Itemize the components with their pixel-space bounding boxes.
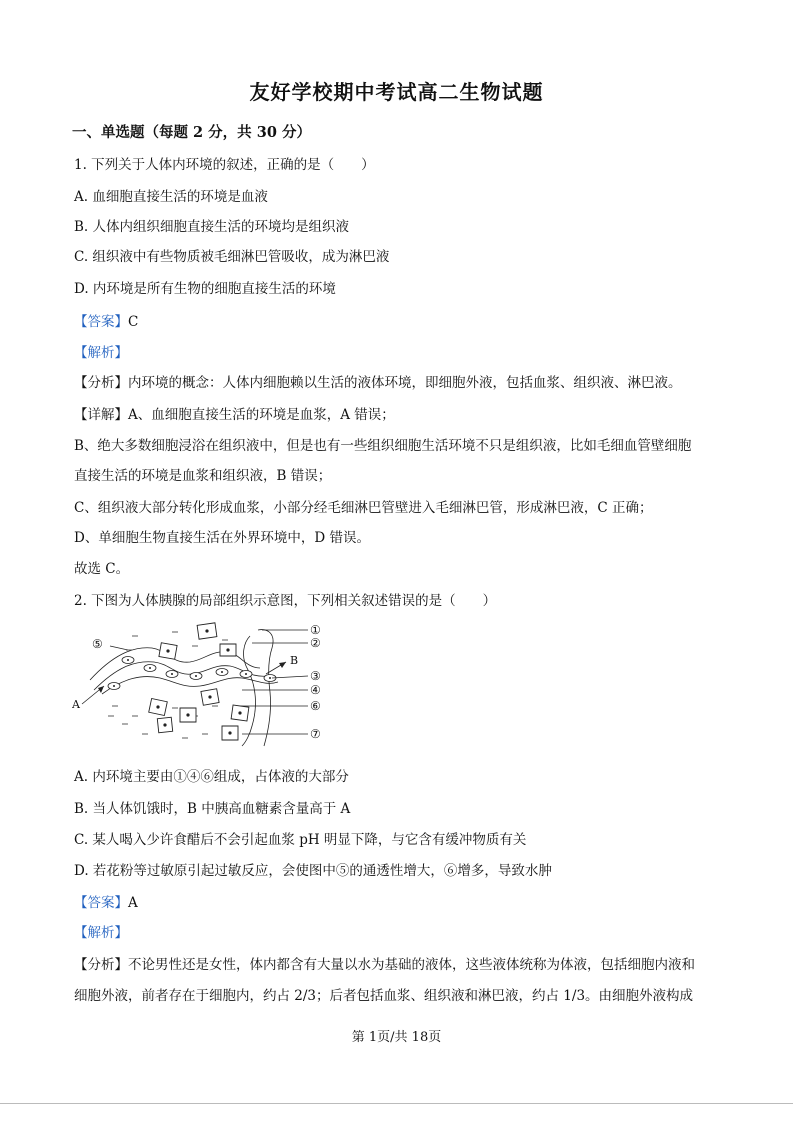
label-1: ① [310,623,321,637]
q1-detail-b1: B、绝大多数细胞浸浴在组织液中，但是也有一些组织细胞生活环境不只是组织液，比如毛细血管壁细胞 [74,438,692,454]
q1-jiexi [74,341,128,361]
q1-option-d: D. 内环境是所有生物的细胞直接生活的环境 [74,281,336,297]
fenxi-text: 内环境的概念：人体内细胞赖以生活的液体环境，即细胞外液，包括血浆、组织液、淋巴液。 [128,375,682,391]
arrow-label-b: B [290,654,299,667]
q2-answer [74,891,138,911]
analysis-tag: 【解析】 [74,925,128,941]
label-6: ⑥ [310,699,321,713]
q2-option-d: D. 若花粉等过敏原引起过敏反应，会使图中⑤的通透性增大，⑥增多，导致水肿 [74,863,552,879]
analysis-tag: 【解析】 [74,345,128,361]
q1-fenxi [74,371,682,391]
q2-stem: 2. 下图为人体胰腺的局部组织示意图，下列相关叙述错误的是（ ） [74,593,497,609]
label-4: ④ [310,683,321,697]
fenxi-tag: 【分析】 [74,957,128,973]
q1-xiangjie [74,403,395,423]
q1-answer [74,310,138,330]
q1-stem: 1. 下列关于人体内环境的叙述，正确的是（ ） [74,157,375,173]
q1-option-c: C. 组织液中有些物质被毛细淋巴管吸收，成为淋巴液 [74,249,390,265]
label-2: ② [310,636,321,650]
q2-option-a: A. 内环境主要由①④⑥组成，占体液的大部分 [74,769,349,785]
answer-value: A [128,895,138,911]
q1-detail-c: C、组织液大部分转化形成血浆，小部分经毛细淋巴管壁进入毛细淋巴管，形成淋巴液，C 正确； [74,500,653,516]
page-footer: 第 1页/共 18页 [351,1030,442,1045]
q1-detail-b2: 直接生活的环境是血浆和组织液，B 错误； [74,468,332,484]
label-3: ③ [310,669,321,683]
fenxi-text: 不论男性还是女性，体内都含有大量以水为基础的液体，这些液体统称为体液，包括细胞内液和 [128,957,695,973]
fenxi-tag: 【分析】 [74,375,128,391]
q2-option-b: B. 当人体饥饿时，B 中胰高血糖素含量高于 A [74,801,351,817]
q2-fenxi-2: 细胞外液，前者存在于细胞内，约占 2/3；后者包括血浆、组织液和淋巴液，约占 1/3。由细胞外液构成 [74,988,694,1004]
q1-choose: 故选 C。 [74,561,130,577]
q1-option-a: A. 血细胞直接生活的环境是血液 [74,189,268,205]
xiangjie-tag: 【详解】 [74,407,128,423]
arrow-label-a: A [72,698,80,711]
answer-value: C [128,314,139,330]
answer-tag: 【答案】 [74,895,128,911]
q1-option-b: B. 人体内组织细胞直接生活的环境均是组织液 [74,219,350,235]
page-bottom-rule [0,1103,793,1104]
q2-jiexi [74,921,128,941]
xiangjie-text: A、血细胞直接生活的环境是血浆，A 错误； [128,407,395,423]
pancreas-tissue-diagram [72,616,342,748]
page-title: 友好学校期中考试高二生物试题 [249,80,544,104]
q2-fenxi-1 [74,953,695,973]
answer-tag: 【答案】 [74,314,128,330]
label-7: ⑦ [310,727,321,741]
q1-detail-d: D、单细胞生物直接生活在外界环境中，D 错误。 [74,530,370,546]
label-5: ⑤ [92,637,103,651]
q2-option-c: C. 某人喝入少许食醋后不会引起血浆 pH 明显下降，与它含有缓冲物质有关 [74,832,527,848]
section-heading: 一、单选题（每题 2 分，共 30 分） [72,124,311,141]
